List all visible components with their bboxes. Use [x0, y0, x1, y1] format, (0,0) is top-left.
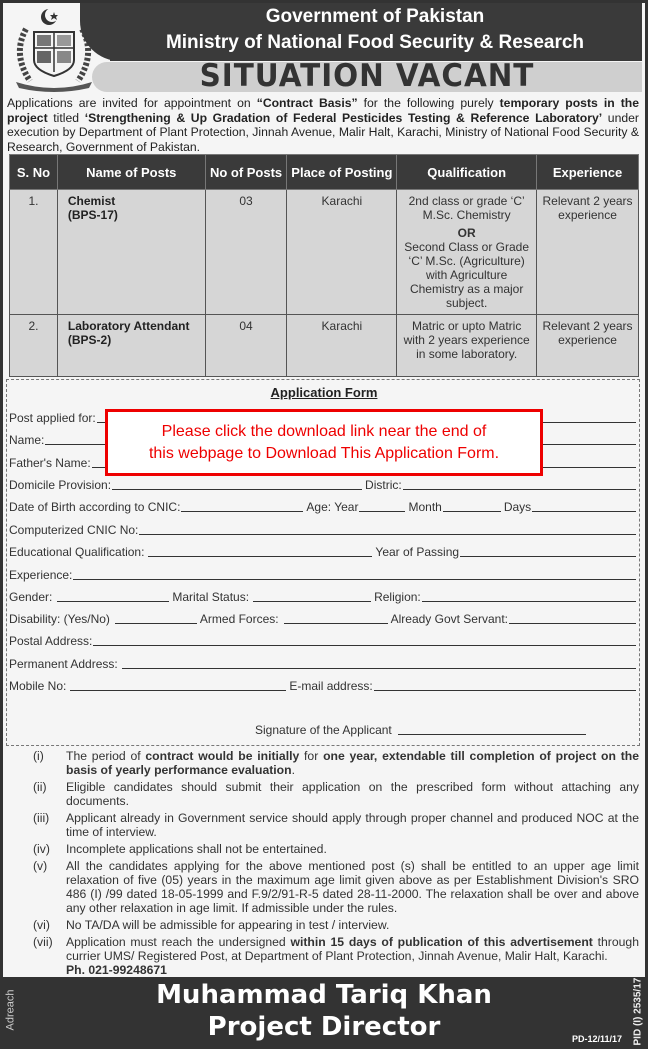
download-notice-box	[105, 409, 543, 476]
form-row	[9, 610, 639, 626]
col-header: Qualification	[397, 155, 537, 190]
days-field[interactable]	[532, 500, 636, 512]
term-item	[33, 935, 639, 977]
post-name: Laboratory Attendant	[67, 319, 190, 333]
govt-servant-field[interactable]	[509, 612, 636, 624]
qualification-a: 2nd class or grade ‘C’ M.Sc. Chemistry	[408, 194, 525, 222]
cell-sno: 1.	[10, 190, 58, 315]
intro-text: for the following purely	[357, 96, 500, 110]
term-item	[33, 859, 639, 915]
disability-field[interactable]	[115, 612, 197, 624]
name-label: Name:	[9, 433, 45, 447]
term-number: (ii)	[33, 780, 47, 794]
posts-table	[9, 154, 639, 377]
terms-list	[33, 749, 639, 980]
form-row	[9, 476, 639, 492]
age-year-field[interactable]	[359, 500, 405, 512]
cell-count: 03	[205, 190, 287, 315]
dob-field[interactable]	[181, 500, 303, 512]
form-row	[9, 566, 639, 582]
term-number: (vi)	[33, 918, 50, 932]
year-passing-field[interactable]	[460, 545, 636, 557]
form-row	[9, 543, 639, 559]
cell-experience: Relevant 2 years experience	[537, 315, 639, 377]
term-text: The period of contract would be initially for one year, extendable till completion of project on the basis of yearly performance evaluation.	[66, 749, 639, 777]
term-item	[33, 842, 639, 856]
religion-label: Religion:	[374, 590, 421, 604]
pd-code: PD-12/11/17	[572, 1034, 623, 1044]
cell-count: 04	[205, 315, 287, 377]
education-label: Educational Qualification:	[9, 545, 145, 559]
col-header: Place of Posting	[287, 155, 397, 190]
form-title: Application Form	[270, 385, 378, 400]
term-number: (v)	[33, 859, 48, 873]
days-label: Days	[503, 500, 532, 514]
armed-forces-label: Armed Forces:	[199, 612, 279, 626]
term-text: Eligible candidates should submit their application on the prescribed form without attaching any documents.	[66, 780, 639, 808]
cell-post-name	[57, 315, 205, 377]
cell-experience: Relevant 2 years experience	[537, 190, 639, 315]
qualification-or: OR	[457, 226, 476, 240]
marital-status-label: Marital Status:	[172, 590, 250, 604]
term-number: (i)	[33, 749, 44, 763]
qualification-b: Second Class or Grade ‘C’ M.Sc. (Agriculture) with Agriculture Chemistry as a major subject.	[404, 240, 530, 310]
form-row	[9, 521, 639, 537]
form-row	[9, 677, 639, 693]
cell-place: Karachi	[287, 190, 397, 315]
term-item	[33, 811, 639, 839]
col-header: S. No	[10, 155, 58, 190]
intro-text: under execution by Department of Plant Protection, Jinnah Avenue, Malir Halt, Karachi, Ministry of National Food Security & Research, Government of Pakistan.	[7, 110, 639, 154]
gender-field[interactable]	[57, 590, 169, 602]
table-header-row	[10, 155, 639, 190]
post-scale: (BPS-2)	[67, 333, 112, 347]
dob-label: Date of Birth according to CNIC:	[9, 500, 181, 514]
table-row	[10, 190, 639, 315]
govt-servant-label: Already Govt Servant:	[390, 612, 508, 626]
cnic-field[interactable]	[139, 523, 636, 535]
term-text: No TA/DA will be admissible for appearing in test / interview.	[66, 918, 390, 932]
form-row	[255, 721, 615, 737]
age-year-label: Age: Year	[306, 500, 359, 514]
download-notice-line1: Please click the download link near the end of	[161, 422, 487, 440]
email-field[interactable]	[374, 679, 636, 691]
col-header: No of Posts	[205, 155, 287, 190]
signature-field[interactable]	[398, 723, 586, 735]
intro-bold: temporary posts in the project	[7, 96, 639, 125]
postal-address-label: Postal Address:	[9, 634, 93, 648]
situation-vacant-heading: SITUATION VACANT	[199, 58, 535, 94]
year-passing-label: Year of Passing	[375, 545, 460, 559]
government-title: Government of Pakistan	[265, 6, 485, 27]
term-text: Applicant already in Government service should apply through proper channel and produced NOC at the time of interview.	[66, 811, 639, 839]
experience-field[interactable]	[73, 568, 636, 580]
domicile-field[interactable]	[112, 478, 362, 490]
father-name-label: Father's Name:	[9, 456, 91, 470]
signatory-name: Muhammad Tariq Khan	[156, 980, 492, 1010]
signature-label: Signature of the Applicant	[255, 723, 392, 737]
mobile-label: Mobile No:	[9, 679, 67, 693]
post-applied-label: Post applied for:	[9, 411, 96, 425]
intro-paragraph	[7, 96, 639, 154]
form-row	[9, 632, 639, 648]
col-header: Experience	[537, 155, 639, 190]
form-row	[9, 655, 639, 671]
permanent-address-label: Permanent Address:	[9, 657, 118, 671]
cnic-label: Computerized CNIC No:	[9, 523, 139, 537]
disability-label: Disability: (Yes/No)	[9, 612, 110, 626]
permanent-address-field[interactable]	[122, 657, 636, 669]
month-label: Month	[408, 500, 442, 514]
term-text: All the candidates applying for the above mentioned post (s) shall be entitled to an upper age limit relaxation of five (05) years in the maximum age limit given above as per Establishment Division's SRO 486 (I) /99 dated 18-05-1999 and F.9/2/91-R-5 dated 28-11-2000. The relaxation shall be over and above any other relaxation in age limit. If admissible under the rules.	[66, 859, 639, 915]
religion-field[interactable]	[422, 590, 636, 602]
month-field[interactable]	[443, 500, 501, 512]
term-item	[33, 780, 639, 808]
district-label: Distric:	[365, 478, 402, 492]
post-scale: (BPS-17)	[67, 208, 118, 222]
gender-label: Gender:	[9, 590, 53, 604]
term-number: (vii)	[33, 935, 53, 949]
signatory-title: Project Director	[207, 1012, 441, 1042]
agency-label: Adreach	[4, 989, 17, 1031]
table-row	[10, 315, 639, 377]
mobile-field[interactable]	[70, 679, 286, 691]
cell-qualification: Matric or upto Matric with 2 years experience in some laboratory.	[397, 315, 537, 377]
armed-forces-field[interactable]	[284, 612, 388, 624]
form-row	[9, 588, 639, 604]
intro-text: Applications are invited for appointment on	[7, 96, 257, 110]
education-field[interactable]	[148, 545, 372, 557]
marital-status-field[interactable]	[253, 590, 371, 602]
intro-bold: “Contract Basis”	[256, 96, 358, 110]
contact-phone: Ph. 021-99248671	[66, 963, 167, 977]
cell-post-name	[57, 190, 205, 315]
term-text: Incomplete applications shall not be entertained.	[66, 842, 327, 856]
term-item	[33, 918, 639, 932]
cell-qualification	[397, 190, 537, 315]
download-notice-line2: this webpage to Download This Application Form.	[148, 444, 500, 462]
experience-label: Experience:	[9, 568, 73, 582]
cell-place: Karachi	[287, 315, 397, 377]
post-name: Chemist	[67, 194, 116, 208]
pid-code: PID (I) 2535/17	[632, 977, 644, 1046]
term-number: (iv)	[33, 842, 50, 856]
domicile-label: Domicile Provision:	[9, 478, 112, 492]
district-field[interactable]	[403, 478, 636, 490]
ministry-title: Ministry of National Food Security & Research	[165, 32, 585, 53]
email-label: E-mail address:	[289, 679, 373, 693]
postal-address-field[interactable]	[93, 634, 636, 646]
term-number: (iii)	[33, 811, 50, 825]
cell-sno: 2.	[10, 315, 58, 377]
term-item	[33, 749, 639, 777]
col-header: Name of Posts	[57, 155, 205, 190]
project-title: ‘Strengthening & Up Gradation of Federal Pesticides Testing & Reference Laboratory’	[84, 110, 603, 125]
form-row	[9, 498, 639, 514]
term-text: Application must reach the undersigned within 15 days of publication of this advertisement through currier UMS/ Registered Post, at Department of Plant Protection, Jinnah Avenue, Malir Halt, Karachi. Ph. 021-99248671	[66, 935, 639, 977]
intro-text: titled	[47, 110, 85, 125]
